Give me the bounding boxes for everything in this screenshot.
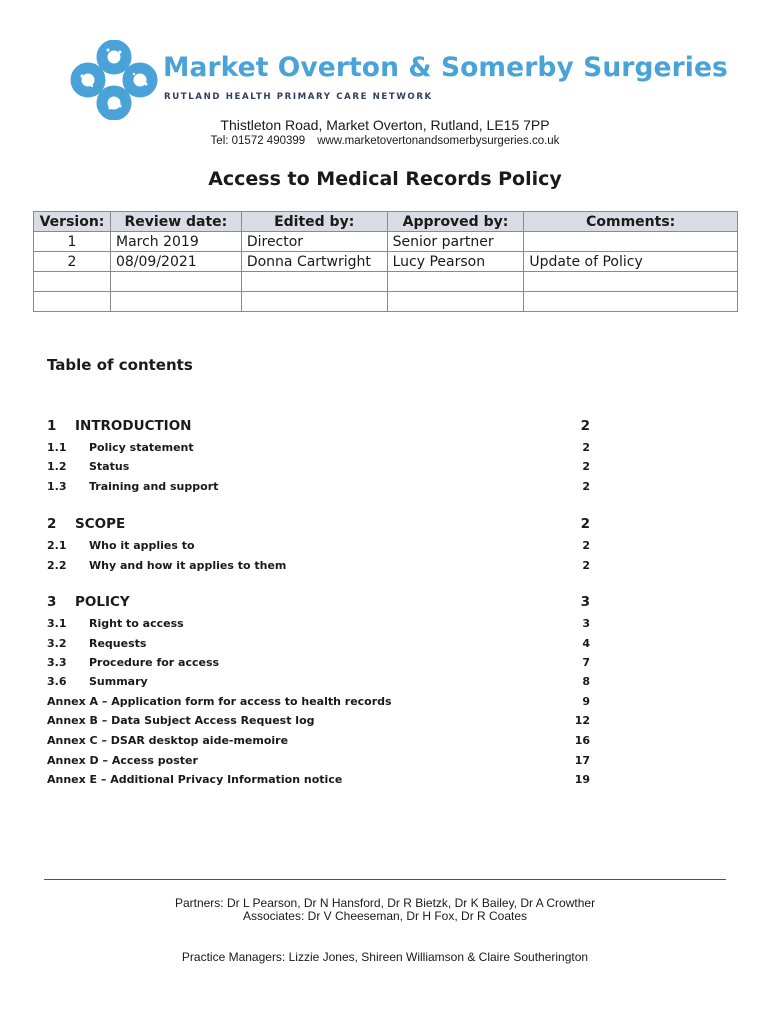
- footer-associates: Associates: Dr V Cheeseman, Dr H Fox, Dr R Coates: [242, 909, 528, 923]
- table-cell: [34, 272, 111, 292]
- table-cell: Director: [241, 232, 387, 252]
- column-header: Edited by:: [241, 212, 387, 232]
- toc-label: Why and how it applies to them: [89, 559, 287, 572]
- column-header: Review date:: [110, 212, 241, 232]
- column-header: Version:: [34, 212, 111, 232]
- toc-page: 12: [574, 714, 590, 727]
- toc-page: 19: [574, 773, 590, 786]
- cross-knot-logo-icon: [70, 40, 158, 120]
- table-cell: [110, 272, 241, 292]
- toc-page: 8: [582, 675, 590, 688]
- toc-label: Annex A – Application form for access to health records: [47, 695, 392, 708]
- toc-label: Procedure for access: [89, 656, 220, 669]
- toc-page: 2: [582, 441, 590, 454]
- toc-label: Status: [89, 460, 130, 473]
- toc-page: 9: [582, 695, 590, 708]
- toc-number: 2: [47, 516, 57, 532]
- table-cell: [34, 292, 111, 312]
- footer-divider: [44, 879, 726, 880]
- toc-label: Annex D – Access poster: [47, 754, 198, 767]
- toc-number: 2.1: [47, 539, 67, 552]
- toc-number: 3.3: [47, 656, 67, 669]
- toc-page: 2: [582, 460, 590, 473]
- table-cell: March 2019: [110, 232, 241, 252]
- toc-label: Annex B – Data Subject Access Request log: [47, 714, 315, 727]
- toc-number: 3: [47, 594, 57, 610]
- table-cell: Lucy Pearson: [387, 252, 524, 272]
- toc-page: 2: [580, 516, 590, 532]
- website-link[interactable]: www.marketovertonandsomerbysurgeries.co.uk: [317, 135, 560, 147]
- toc-label: Annex C – DSAR desktop aide-memoire: [47, 734, 289, 747]
- table-cell: Donna Cartwright: [241, 252, 387, 272]
- toc-number: 3.2: [47, 637, 67, 650]
- table-row: [34, 272, 738, 292]
- practice-contact: [0, 135, 770, 147]
- table-cell: Senior partner: [387, 232, 524, 252]
- toc-label: Annex E – Additional Privacy Information notice: [47, 773, 343, 786]
- toc-page: 2: [582, 539, 590, 552]
- toc-page: 2: [580, 418, 590, 434]
- footer-practice-managers: Practice Managers: Lizzie Jones, Shireen Williamson & Claire Southerington: [181, 950, 589, 964]
- toc-label: POLICY: [75, 594, 130, 610]
- toc-label: SCOPE: [75, 516, 126, 532]
- toc-label: Training and support: [89, 480, 219, 493]
- table-cell: [110, 292, 241, 312]
- toc-label: Right to access: [89, 617, 184, 630]
- brand-name: Market Overton & Somerby Surgeries: [163, 52, 728, 83]
- toc-page: 2: [582, 480, 590, 493]
- document-title: Access to Medical Records Policy: [208, 168, 562, 190]
- table-cell: [524, 272, 738, 292]
- table-row: [34, 232, 738, 252]
- toc-page: 3: [582, 617, 590, 630]
- toc-label: Who it applies to: [89, 539, 195, 552]
- table-cell: 2: [34, 252, 111, 272]
- table-cell: [241, 272, 387, 292]
- toc-page: 3: [580, 594, 590, 610]
- toc-page: 2: [582, 559, 590, 572]
- toc-label: Summary: [89, 675, 148, 688]
- toc-label: Requests: [89, 637, 147, 650]
- toc-page: 7: [582, 656, 590, 669]
- table-cell: [387, 272, 524, 292]
- toc-page: 17: [574, 754, 590, 767]
- version-history-table: [33, 211, 738, 312]
- table-row: [34, 292, 738, 312]
- brand-subtitle: RUTLAND HEALTH PRIMARY CARE NETWORK: [164, 92, 433, 102]
- toc-label: INTRODUCTION: [75, 418, 192, 434]
- table-row: [34, 252, 738, 272]
- table-header-row: [34, 212, 738, 232]
- toc-number: 1.2: [47, 460, 67, 473]
- toc-heading: Table of contents: [47, 356, 193, 374]
- table-cell: [524, 232, 738, 252]
- toc-page: 4: [582, 637, 590, 650]
- table-cell: [524, 292, 738, 312]
- table-cell: 08/09/2021: [110, 252, 241, 272]
- column-header: Comments:: [524, 212, 738, 232]
- table-cell: Update of Policy: [524, 252, 738, 272]
- table-cell: [241, 292, 387, 312]
- toc-number: 1.3: [47, 480, 67, 493]
- column-header: Approved by:: [387, 212, 524, 232]
- table-cell: [387, 292, 524, 312]
- toc-page: 16: [574, 734, 590, 747]
- toc-number: 1.1: [47, 441, 67, 454]
- toc-number: 3.6: [47, 675, 67, 688]
- practice-address: Thistleton Road, Market Overton, Rutland, LE15 7PP: [220, 117, 550, 133]
- toc-number: 3.1: [47, 617, 67, 630]
- footer-partners: Partners: Dr L Pearson, Dr N Hansford, Dr R Bietzk, Dr K Bailey, Dr A Crowther: [174, 896, 596, 910]
- toc-number: 1: [47, 418, 57, 434]
- toc-number: 2.2: [47, 559, 67, 572]
- table-cell: 1: [34, 232, 111, 252]
- phone-number: Tel: 01572 490399: [210, 135, 306, 147]
- toc-label: Policy statement: [89, 441, 194, 454]
